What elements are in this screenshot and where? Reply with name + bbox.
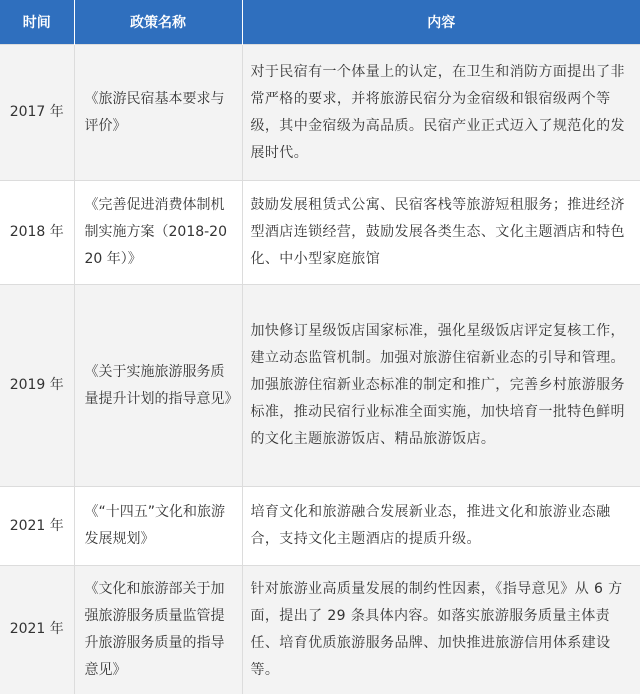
- table-row: [0, 487, 640, 566]
- row-content: 针对旅游业高质量发展的制约性因素，《指导意见》从 6 方面，提出了 29 条具体内容。如落实旅游服务质量主体责任、培育优质旅游服务品牌、加快推进旅游信用体系建设等。: [242, 566, 640, 694]
- row-policy-name: 《旅游民宿基本要求与评价》: [74, 45, 242, 181]
- row-content: 加快修订星级饭店国家标准，强化星级饭店评定复核工作，建立动态监管机制。加强对旅游住宿新业态的引导和管理。加强旅游住宿新业态标准的制定和推广，完善乡村旅游服务标准，推动民宿行业标准全面实施，加快培育一批特色鲜明的文化主题旅游饭店、精品旅游饭店。: [242, 285, 640, 487]
- table-row: [0, 45, 640, 181]
- row-policy-name: 《“十四五”文化和旅游发展规划》: [74, 487, 242, 566]
- row-year: 2018 年: [0, 181, 74, 285]
- row-policy-name: 《完善促进消费体制机制实施方案（2018-2020 年）》: [74, 181, 242, 285]
- table-row: [0, 181, 640, 285]
- table-body: [0, 45, 640, 694]
- row-policy-name: 《关于实施旅游服务质量提升计划的指导意见》: [74, 285, 242, 487]
- table-row: [0, 285, 640, 487]
- row-year: 2019 年: [0, 285, 74, 487]
- row-year: 2017 年: [0, 45, 74, 181]
- row-year: 2021 年: [0, 487, 74, 566]
- header-year: 时间: [0, 0, 74, 45]
- row-year: 2021 年: [0, 566, 74, 694]
- table-row: [0, 566, 640, 694]
- row-content: 对于民宿有一个体量上的认定，在卫生和消防方面提出了非常严格的要求，并将旅游民宿分为金宿级和银宿级两个等级，其中金宿级为高品质。民宿产业正式迈入了规范化的发展时代。: [242, 45, 640, 181]
- row-content: 培育文化和旅游融合发展新业态，推进文化和旅游业态融合，支持文化主题酒店的提质升级。: [242, 487, 640, 566]
- row-content: 鼓励发展租赁式公寓、民宿客栈等旅游短租服务；推进经济型酒店连锁经营，鼓励发展各类生态、文化主题酒店和特色化、中小型家庭旅馆: [242, 181, 640, 285]
- header-policy-name: 政策名称: [74, 0, 242, 45]
- row-policy-name: 《文化和旅游部关于加强旅游服务质量监管提升旅游服务质量的指导意见》: [74, 566, 242, 694]
- table-header: [0, 0, 640, 45]
- header-row: [0, 0, 640, 45]
- header-content: 内容: [242, 0, 640, 45]
